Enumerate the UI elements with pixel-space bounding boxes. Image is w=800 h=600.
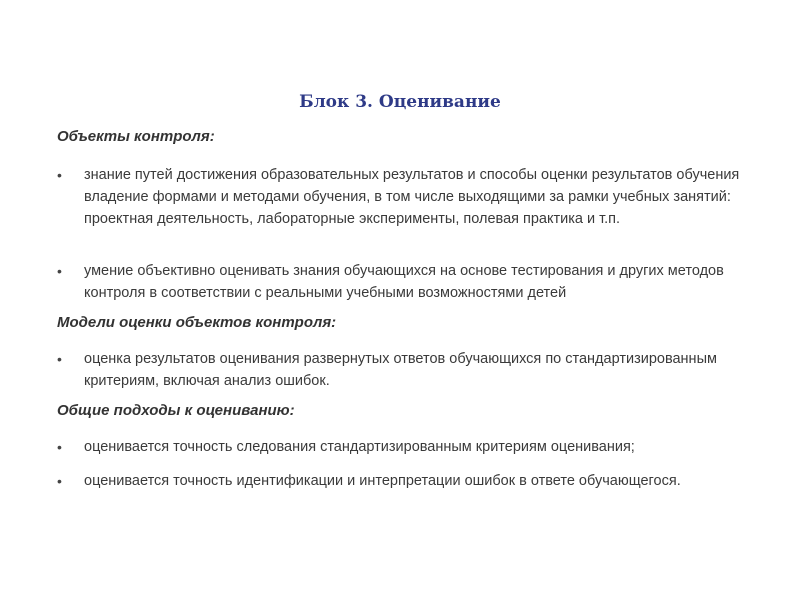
list-item xyxy=(57,436,772,458)
list-item xyxy=(57,164,772,230)
bullet-icon: • xyxy=(57,473,62,489)
list-item xyxy=(57,348,772,392)
list-item-text: оценивается точность идентификации и интерпретации ошибок в ответе обучающегося. xyxy=(84,473,681,489)
list-item-text: оценка результатов оценивания развернутых ответов обучающихся по стандартизированным критериям, включая анализ ошибок. xyxy=(84,351,717,389)
list-item-text: оценивается точность следования стандартизированным критериям оценивания; xyxy=(84,439,635,455)
list-item xyxy=(57,470,772,492)
list-item xyxy=(57,260,772,304)
bullet-icon: • xyxy=(57,439,62,455)
bullet-icon: • xyxy=(57,263,62,279)
section-heading-control-objects: Объекты контроля: xyxy=(57,128,215,145)
list-item-text: умение объективно оценивать знания обучающихся на основе тестирования и других методов контроля в соответствии с реальными учебными возможностями детей xyxy=(84,263,724,301)
list-item-text: знание путей достижения образовательных результатов и способы оценки результатов обучения владение формами и методами обучения, в том числе выходящими за рамки учебных занятий: проектная деятельность, лабораторные эксперименты, полевая практика и т.п. xyxy=(84,167,740,227)
bullet-icon: • xyxy=(57,167,62,183)
section-heading-general-approaches: Общие подходы к оцениванию: xyxy=(57,402,295,419)
section-heading-control-models: Модели оценки объектов контроля: xyxy=(57,314,337,331)
slide-title: Блок 3. Оценивание xyxy=(299,92,501,112)
bullet-icon: • xyxy=(57,351,62,367)
